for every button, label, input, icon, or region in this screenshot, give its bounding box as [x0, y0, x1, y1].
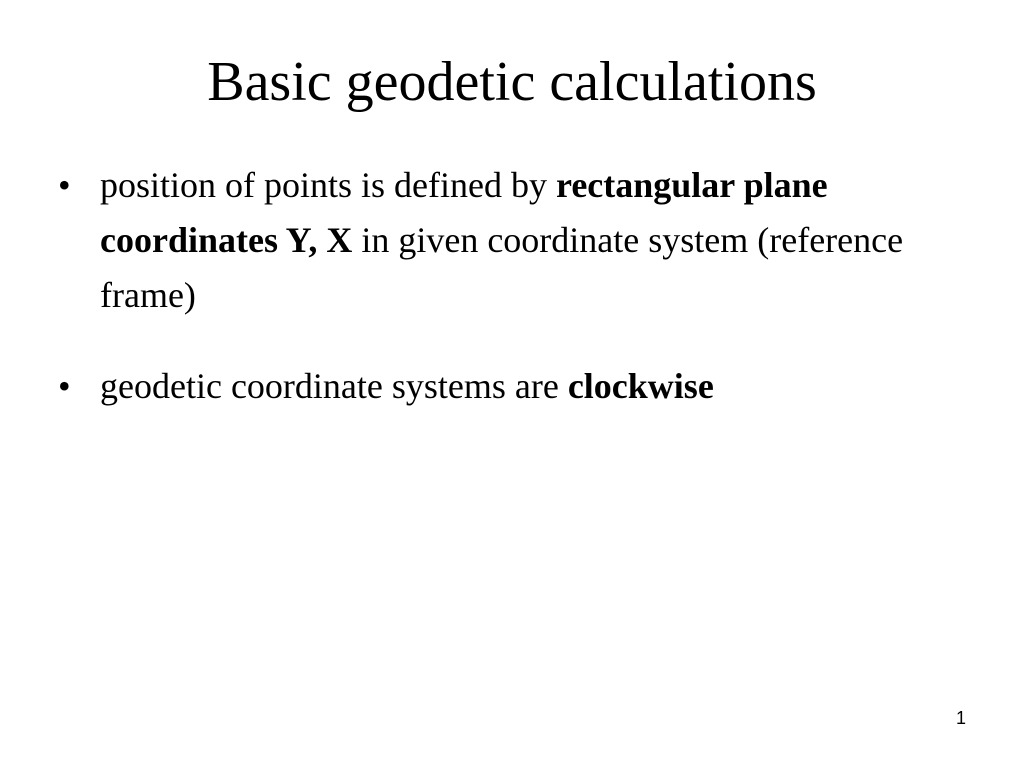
bullet-text-bold-clockwise: clockwise — [567, 366, 714, 406]
bullet-icon: • — [58, 165, 71, 205]
page-number: 1 — [955, 708, 966, 728]
bullet-item-coordinates — [58, 158, 958, 323]
bullet-item-clockwise — [58, 359, 958, 414]
bullet-list — [58, 158, 958, 450]
bullet-text-intro: position of points is defined by — [100, 165, 556, 205]
bullet-text-system: in given coordinate system (reference frame) — [100, 220, 904, 315]
bullet-text-bold-coordinates: rectangular plane coordinates Y, X — [100, 165, 828, 260]
bullet-text-systems: geodetic coordinate systems are — [100, 366, 568, 406]
bullet-icon: • — [58, 366, 71, 406]
slide-title: Basic geodetic calculations — [207, 51, 817, 113]
